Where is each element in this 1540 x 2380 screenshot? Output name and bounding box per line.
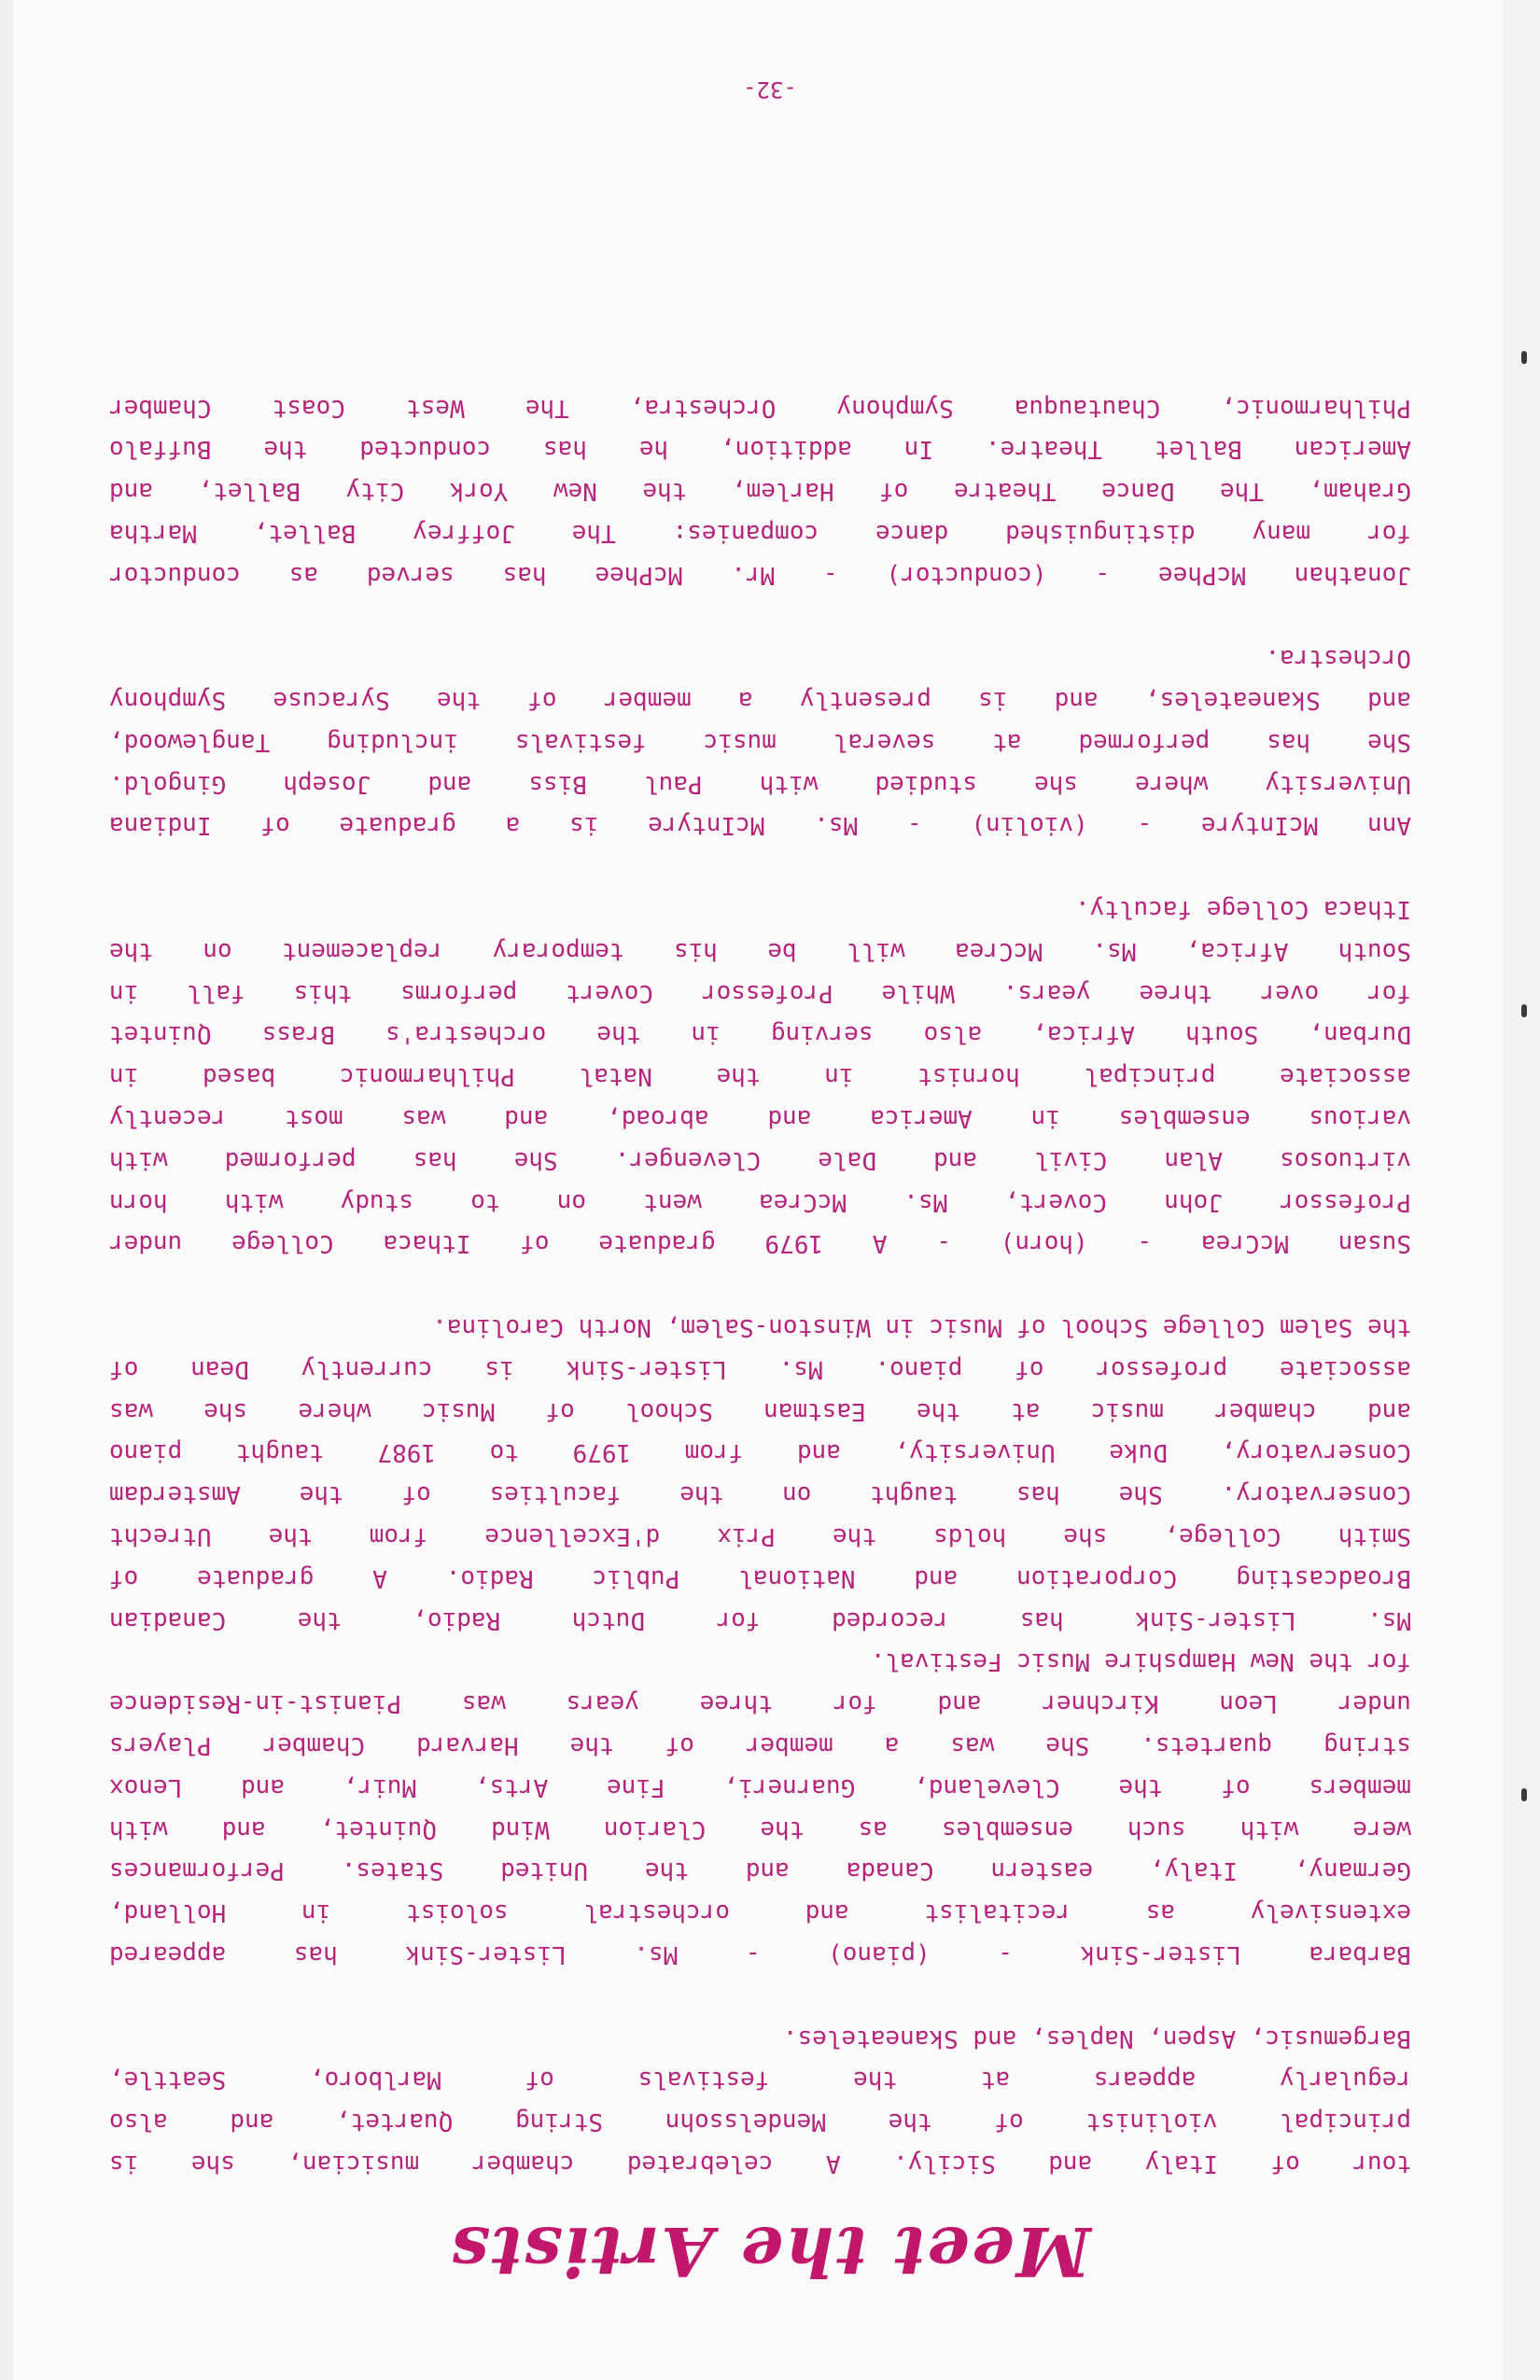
text-line: the Salem College School of Music in Winston-Salem, North Carolina. [432, 1313, 1411, 1342]
artist-biographies [109, 386, 1411, 2184]
text-line: Orchestra. [1265, 644, 1411, 673]
binder-hole-mark [1521, 1004, 1527, 1017]
text-line: Graham, The Dance Theatre of Harlem, the New York City Ballet, and [109, 477, 1411, 506]
text-line: Germany, Italy, eastern Canada and the United States. Performances [109, 1856, 1411, 1885]
text-line: Ann McIntyre - (violin) - Ms. McIntyre is a graduate of Indiana [109, 811, 1411, 840]
page-number: -32- [743, 77, 797, 103]
page-title: Meet the Artists [449, 2212, 1091, 2291]
text-line: Conservatory, Duke University, and from 1979 to 1987 taught piano [109, 1438, 1411, 1467]
text-line: American Ballet Theatre. In addition, he has conducted the Buffalo [109, 435, 1411, 464]
text-line: Professor John Covert, Ms. McCrea went on to study with horn [109, 1187, 1411, 1216]
text-line: tour of Italy and Sicily. A celebrated chamber musician, she is [109, 2149, 1411, 2177]
binder-hole-mark [1521, 1788, 1527, 1801]
text-line: regularly appears at the festivals of Marlboro, Seattle, [109, 2065, 1411, 2094]
text-line: Philharmonic, Chautauqua Symphony Orchestra, The West Coast Chamber [109, 393, 1411, 422]
paragraph-gap [109, 1264, 1411, 1306]
text-line: She has performed at several music festivals including Tanglewood, [109, 727, 1411, 756]
text-line: Durban, South Africa, also serving in the orchestra's Brass Quintet [109, 1020, 1411, 1049]
page-right-edge [0, 0, 13, 2380]
text-line: Ms. Lister-Sink has recorded for Dutch Radio, the Canadian [109, 1605, 1411, 1634]
text-line: University where she studied with Paul Biss and Joseph Gingold. [109, 769, 1411, 798]
paragraph-gap [109, 847, 1411, 889]
text-line: Barbara Lister-Sink - (piano) - Ms. Lister-Sink has appeared [109, 1940, 1411, 1969]
text-line: members of the Cleveland, Guarneri, Fine Arts, Muir, and Lenox [109, 1772, 1411, 1801]
text-line: and chamber music at the Eastman School of Music where she was [109, 1396, 1411, 1425]
text-line: virtuosos Alan Civil and Dale Clevenger. She has performed with [109, 1145, 1411, 1174]
text-line: Bargemusic, Aspen, Naples, and Skaneateles. [782, 2023, 1411, 2052]
text-line: for the New Hampshire Music Festival. [870, 1647, 1411, 1676]
paragraph-gap [109, 595, 1411, 637]
text-line: for over three years. While Professor Covert performs this fall in [109, 978, 1411, 1007]
text-line: associate professor of piano. Ms. Lister-Sink is currently Dean of [109, 1354, 1411, 1383]
binder-hole-mark [1521, 351, 1527, 364]
text-line: string quartets. She was a member of the Harvard Chamber Players [109, 1731, 1411, 1760]
text-line: extensively as recitalist and orchestral soloist in Holland, [109, 1898, 1411, 1927]
text-line: principal violinist of the Mendelssohn String Quartet, and also [109, 2107, 1411, 2136]
text-line: for many distinguished dance companies: The Joffrey Ballet, Martha [109, 518, 1411, 547]
text-line: Susan McCrea - (horn) - A 1979 graduate of Ithaca College under [109, 1229, 1411, 1258]
text-line: Smith College, she holds the Prix d'Excellence from the Utrecht [109, 1522, 1411, 1551]
text-line: Jonathan McPhee - (conductor) - Mr. McPhee has served as conductor [109, 560, 1411, 589]
text-line: under Leon Kirchner and for three years was Pianist-in-Residence [109, 1689, 1411, 1718]
text-line: South Africa, Ms. McCrea will be his temporary replacement on the [109, 936, 1411, 965]
text-line: and Skaneateles, and is presently a member of the Syracuse Symphony [109, 686, 1411, 715]
text-line: various ensembles in America and abroad, and was most recently [109, 1104, 1411, 1133]
text-line: Broadcasting Corporation and National Public Radio. A graduate of [109, 1563, 1411, 1592]
text-line: Conservatory. She has taught on the faculties of the Amsterdam [109, 1480, 1411, 1509]
text-line: were with such ensembles as the Clarion Wind Quintet, and with [109, 1814, 1411, 1843]
text-line: associate principal hornist in the Natal Philharmonic based in [109, 1062, 1411, 1091]
text-line: Ithaca College faculty. [1074, 895, 1411, 924]
paragraph-gap [109, 1975, 1411, 2017]
